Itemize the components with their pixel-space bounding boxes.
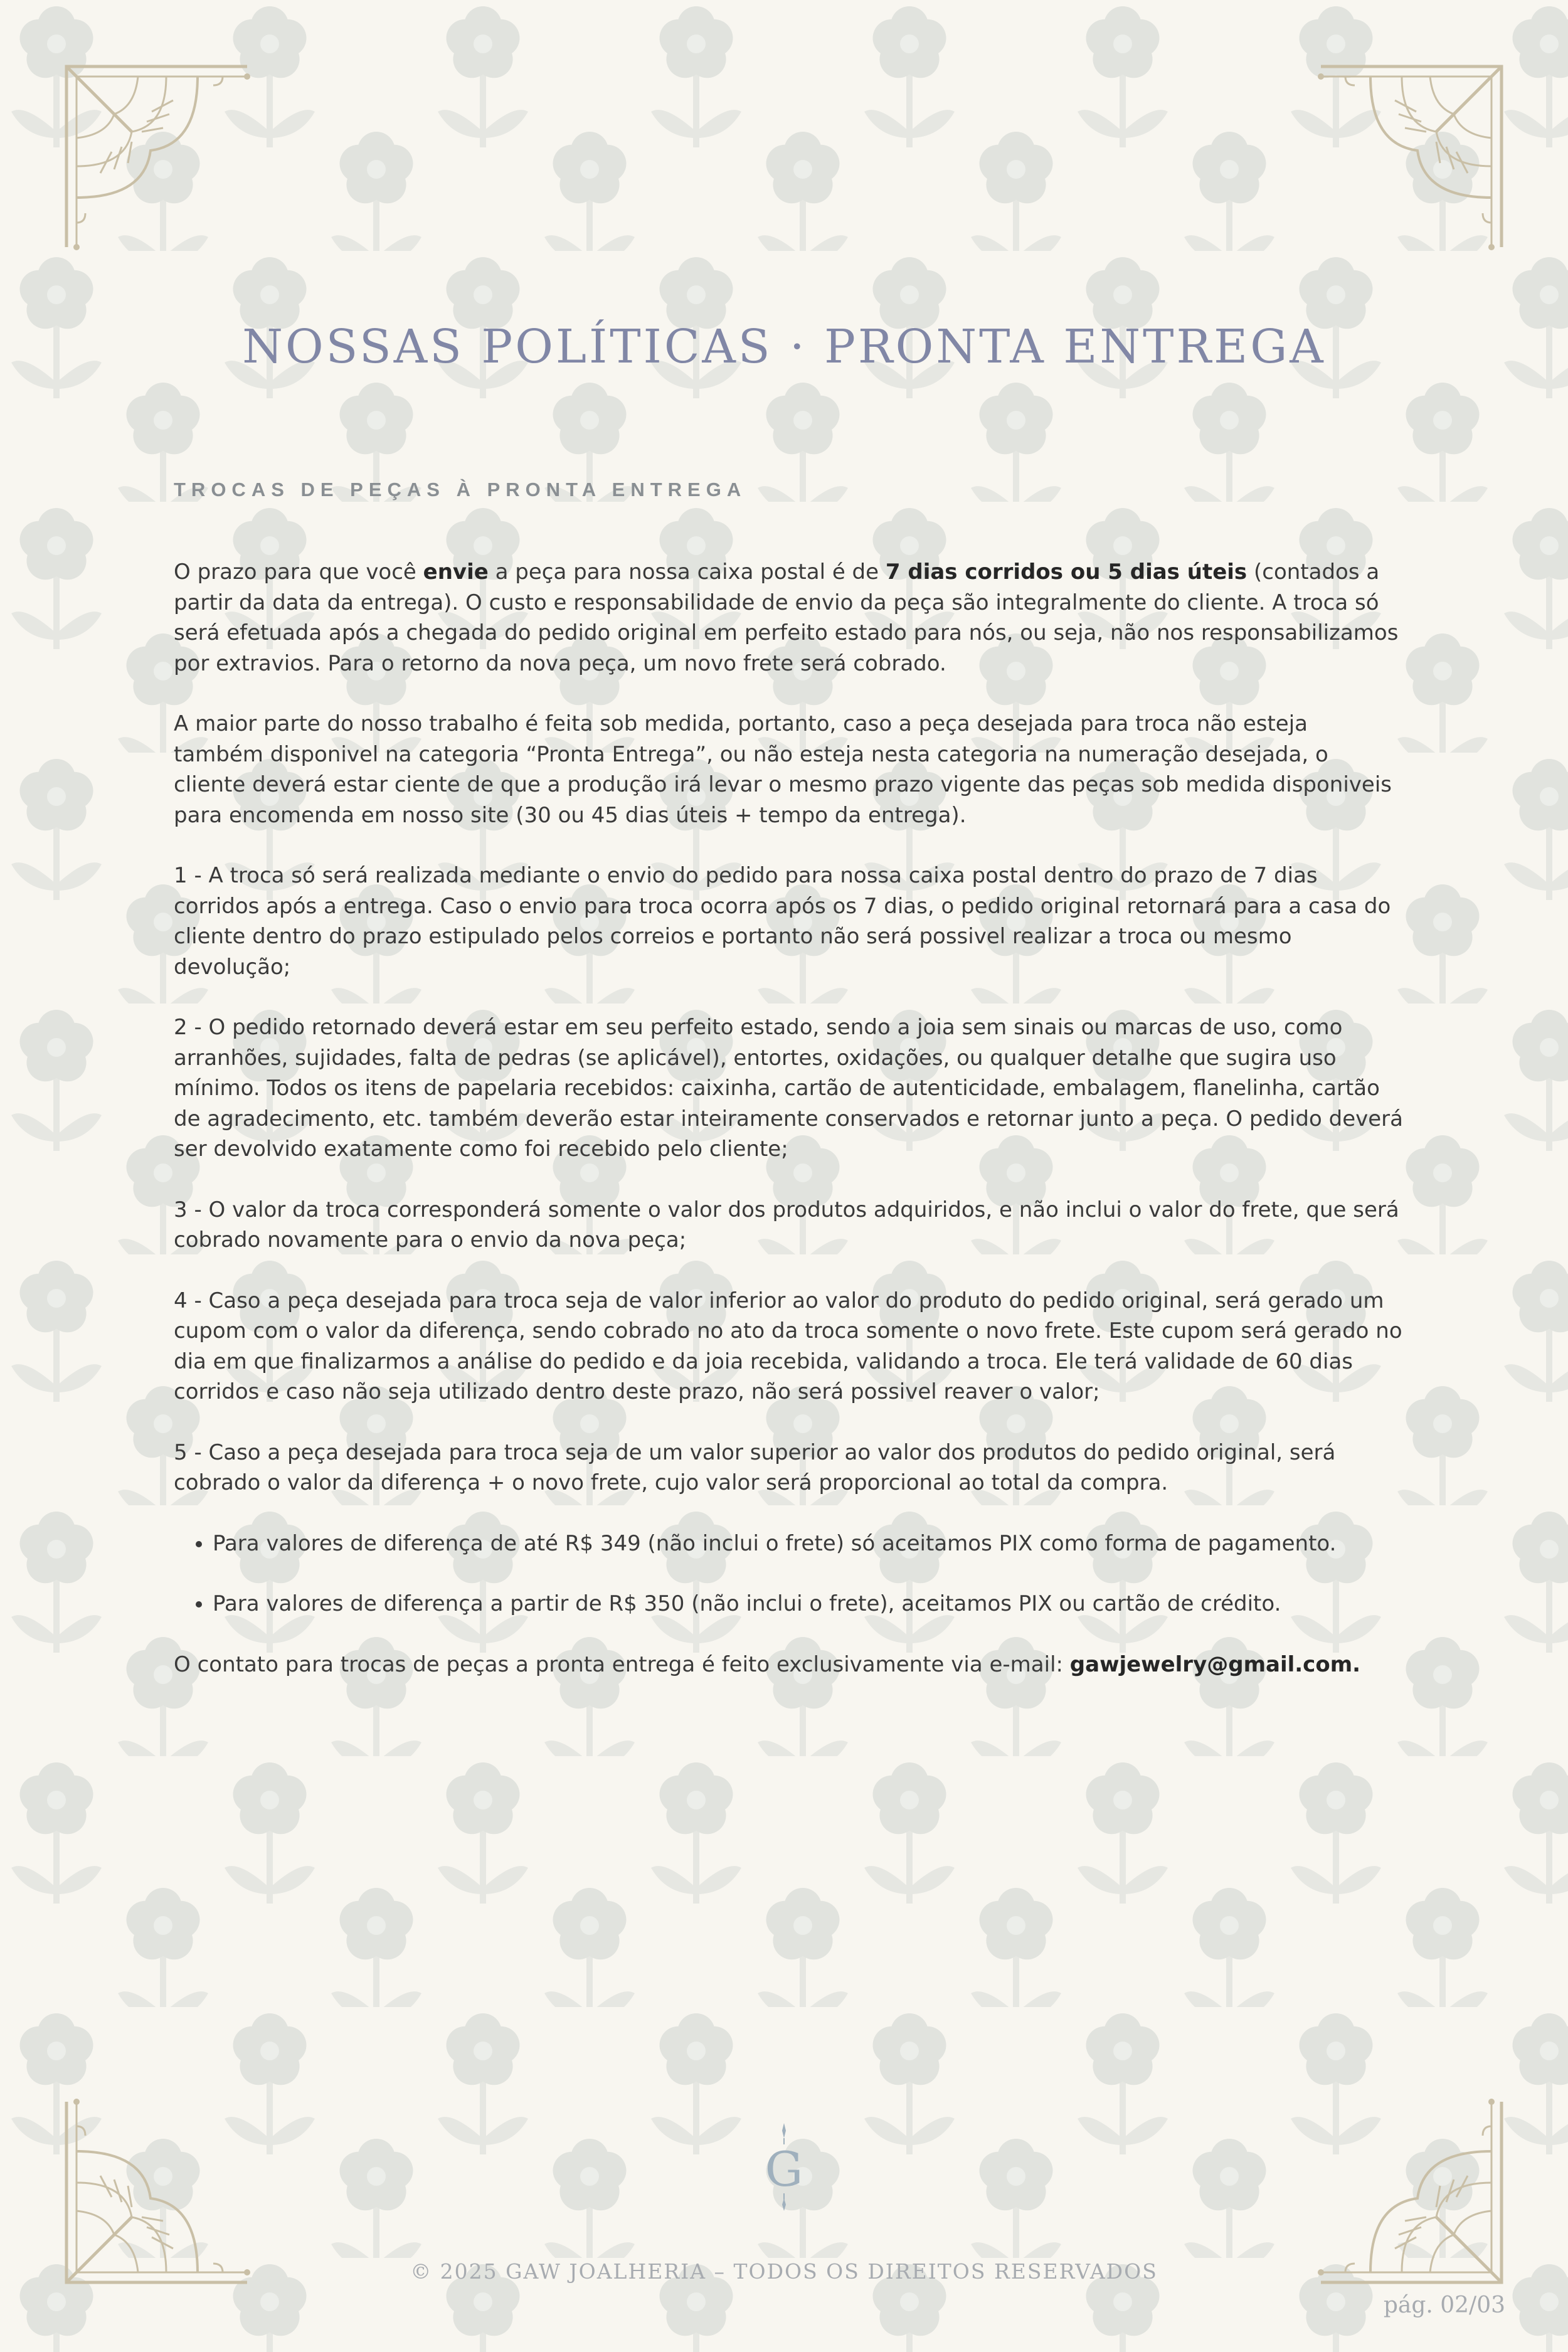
intro-bold-deadline: 7 dias corridos ou 5 dias úteis [885, 559, 1248, 585]
rule-4: 4 - Caso a peça desejada para troca seja de valor inferior ao valor do produto do pedido original, será gerado um cupom com o valor da diferença, sendo cobrado no ato da troca somente o novo frete. Este cupom será gerado no dia em que finalizarmos a análise do pedido e da joia recebida, validando a troca. Ele terá validade de 60 dias corridos e caso não seja utilizado dentro deste prazo, não será possivel reaver o valor; [174, 1288, 1402, 1404]
bullet-item-pix-credit: • Para valores de diferença a partir de R$ 350 (não inclui o frete), aceitamos PIX ou cartão de crédito. [213, 1589, 1403, 1619]
monogram-letter: G [765, 2141, 803, 2197]
payment-bullet-list [174, 1528, 1403, 1619]
rule-1: 1 - A troca só será realizada mediante o envio do pedido para nossa caixa postal dentro do prazo de 7 dias corridos após a entrega. Caso o envio para troca ocorra após os 7 dias, o pedido original retornará para a casa do cliente dentro do prazo estipulado pelos correios e portanto não será possivel realizar a troca ou mesmo devolução; [174, 863, 1391, 980]
intro-paragraph [174, 557, 1403, 679]
corner-ornament-bottom-right [1317, 2098, 1505, 2286]
policy-content [174, 557, 1403, 1710]
corner-ornament-top-right [1317, 63, 1505, 251]
monogram-logo [759, 2123, 809, 2211]
section-heading: TROCAS DE PEÇAS À PRONTA ENTREGA [174, 479, 747, 501]
intro-text-2: a peça para nossa caixa postal é de [488, 559, 886, 585]
rule-3: 3 - O valor da troca corresponderá somente o valor dos produtos adquiridos, e não inclui o valor do frete, que será cobrado novamente para o envio da nova peça; [174, 1197, 1399, 1253]
contact-email-link[interactable]: gawjewelry@gmail.com. [1069, 1651, 1361, 1677]
intro-text-1: O prazo para que você [174, 559, 423, 585]
intro-text-3: (contados a partir da data da entrega). O custo e responsabilidade de envio da peça são integralmente do cliente. A troca só será efetuada após a chegada do pedido original em perfeito estado para nós, ou seja, não nos responsabilizamos por extravios. Para o retorno da nova peça, um novo frete será cobrado. [174, 559, 1399, 676]
rule-2: 2 - O pedido retornado deverá estar em seu perfeito estado, sendo a joia sem sinais ou marcas de uso, como arranhões, sujidades, falta de pedras (se aplicável), entortes, oxidações, ou qualquer detalhe que sugira uso mínimo. Todos os itens de papelaria recebidos: caixinha, cartão de autenticidade, embalagem, flanelinha, cartão de agradecimento, etc. também deverão estar inteiramente conservados e retornar junto a peça. O pedido deverá ser devolvido exatamente como foi recebido pelo cliente; [174, 1015, 1403, 1162]
footer-copyright: © 2025 GAW JOALHERIA – TODOS OS DIREITOS RESERVADOS [410, 2259, 1158, 2284]
corner-ornament-bottom-left [63, 2098, 251, 2286]
page-title: NOSSAS POLÍTICAS · PRONTA ENTREGA [242, 320, 1326, 374]
bullet-item-pix: • Para valores de diferença de até R$ 349 (não inclui o frete) só aceitamos PIX como forma de pagamento. [213, 1528, 1403, 1559]
contact-text: O contato para trocas de peças a pronta entrega é feito exclusivamente via e-mail: [174, 1651, 1070, 1677]
intro-bold-envie: envie [423, 559, 489, 585]
corner-ornament-top-left [63, 63, 251, 251]
contact-paragraph [174, 1650, 1403, 1680]
custom-made-paragraph: A maior parte do nosso trabalho é feita sob medida, portanto, caso a peça desejada para troca não esteja também disponivel na categoria “Pronta Entrega”, ou não esteja nesta categoria na numeração desejada, o cliente deverá estar ciente de que a produção irá levar o mesmo prazo vigente das peças sob medida disponiveis para encomenda em nosso site (30 ou 45 dias úteis + tempo da entrega). [174, 711, 1392, 828]
page-number: pág. 02/03 [1383, 2292, 1505, 2318]
rule-5: 5 - Caso a peça desejada para troca seja de um valor superior ao valor dos produtos do pedido original, será cobrado o valor da diferença + o novo frete, cujo valor será proporcional ao total da compra. [174, 1439, 1336, 1495]
